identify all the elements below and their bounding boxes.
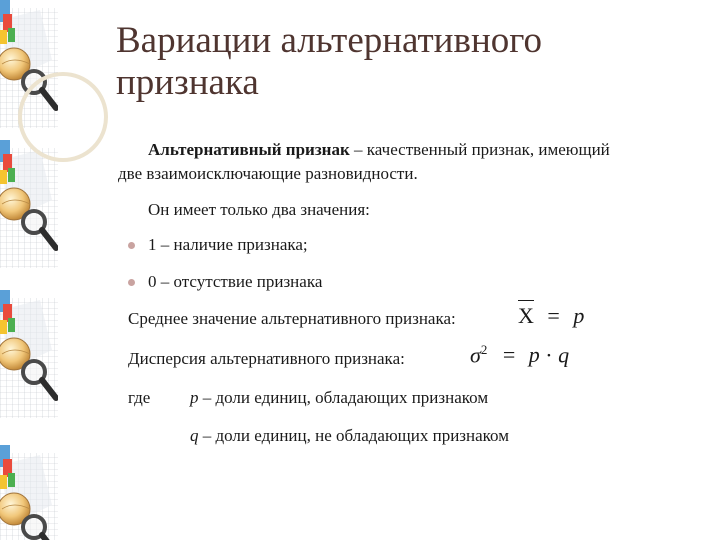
bullet-dot [128,279,135,286]
definition-term: Альтернативный признак [148,140,350,159]
definition-line-2: две взаимоисключающие разновидности. [118,164,418,183]
definition-text: – качественный признак, имеющий [349,140,610,159]
title-line-2: признака [116,62,259,103]
decorative-ring [18,72,108,162]
definition-line-1 [148,138,610,162]
where-label: где [128,388,151,407]
mean-label: Среднее значение альтернативного признака: [128,309,456,328]
bullet-dot [128,242,135,249]
slide-title [116,20,696,104]
q-definition: q – доли единиц, не обладающих признаком [190,426,509,445]
title-line-1: Вариации альтернативного [116,20,543,61]
overbar [518,300,534,301]
variance-label: Дисперсия альтернативного признака: [128,349,405,368]
exponent: 2 [480,342,488,357]
mean-formula: X = p [518,303,584,329]
sigma-symbol: σ [470,342,481,368]
values-intro: Он имеет только два значения: [148,200,370,219]
bullet-item-1: 1 – наличие признака; [148,235,308,254]
variance-formula: $\sigma^2 = p \cdot q$ [470,342,570,368]
bullet-item-2: 0 – отсутствие признака [148,272,323,291]
mean-symbol-x-bar: X [518,303,534,329]
p-definition: p – доли единиц, обладающих признаком [190,388,489,407]
